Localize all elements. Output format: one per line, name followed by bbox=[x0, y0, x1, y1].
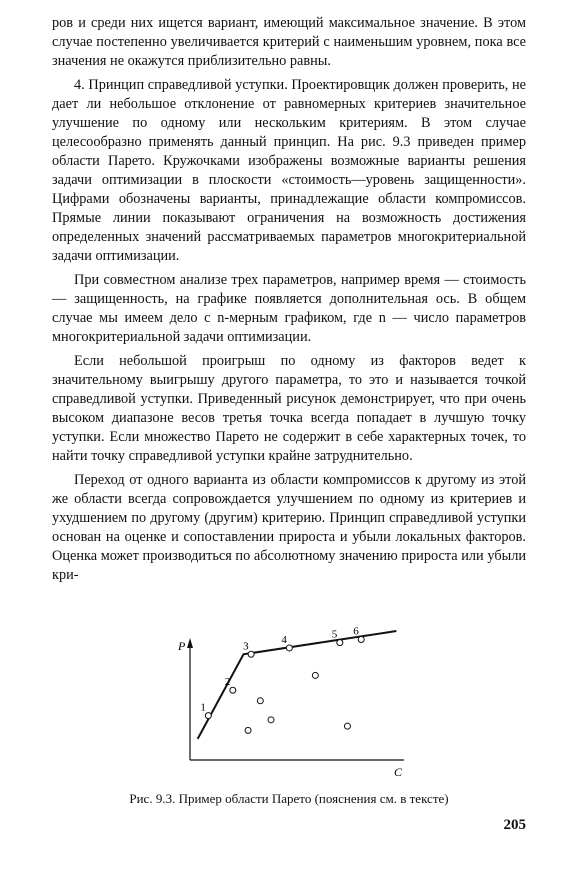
paragraph: При совместном анализе трех параметров, например время — стоимость — защищенность, на графике появляется дополнительная ось. В общем случае мы имеем дело с n-мерным графиком, где n — число параметров многокритериальной задачи оптимизации. bbox=[52, 272, 526, 345]
solution-point bbox=[245, 727, 251, 733]
body-text bbox=[52, 14, 526, 590]
pareto-point-label: 2 bbox=[224, 676, 231, 689]
pareto-chart bbox=[172, 602, 422, 782]
pareto-point bbox=[248, 651, 254, 657]
pareto-point-label: 5 bbox=[331, 628, 338, 641]
pareto-point bbox=[286, 645, 292, 651]
pareto-point-label: 3 bbox=[243, 640, 249, 653]
paragraph: Если небольшой проигрыш по одному из факторов ведет к значительному выигрышу другого параметра, то это и называется точкой справедливой уступки. Приведенный рисунок демонстрирует, что при очень высоком диапазоне весов третья точка всегда попадает в лучшую точку уступки. Если множество Парето не содержит в себе характерных точек, то найти точку справедливой уступки крайне затруднительно. bbox=[52, 353, 526, 464]
pareto-point-label: 1 bbox=[200, 701, 206, 714]
x-axis-label: C bbox=[394, 765, 403, 779]
y-axis-arrow bbox=[187, 638, 193, 648]
solution-point bbox=[257, 698, 263, 704]
pareto-point bbox=[205, 713, 211, 719]
paragraph: 4. Принцип справедливой уступки. Проектировщик должен проверить, не дает ли небольшое отклонение от равномерных критериев значительное улучшение по одному или нескольким критериям. В этом случае целесообразно применять данный принцип. На рис. 9.3 приведен пример области Парето. Кружочками изображены возможные варианты решения задачи оптимизации в плоскости «стоимость—уровень защищенности». Цифрами обозначены варианты, принадлежащие области компромиссов. Прямые линии показывают ограничения на возможность достижения определенных значений рассматриваемых параметров многокритериальной задачи оптимизации. bbox=[52, 77, 526, 264]
solution-point bbox=[344, 723, 350, 729]
pareto-figure bbox=[172, 602, 422, 782]
pareto-point-label: 4 bbox=[281, 633, 287, 646]
solution-point bbox=[268, 717, 274, 723]
y-axis-label: P bbox=[178, 639, 186, 653]
solution-point bbox=[312, 672, 318, 678]
pareto-point bbox=[337, 640, 343, 646]
pareto-point bbox=[358, 636, 364, 642]
pareto-point bbox=[230, 687, 236, 693]
figure-caption: Рис. 9.3. Пример области Парето (пояснения см. в тексте) bbox=[129, 791, 449, 806]
pareto-point-label: 6 bbox=[353, 625, 359, 638]
page-number: 205 bbox=[503, 817, 526, 833]
paragraph: ров и среди них ищется вариант, имеющий максимальное значение. В этом случае постепенно увеличивается критерий с наименьшим уровнем, пока все значения не окажутся приблизительно равны. bbox=[52, 15, 526, 69]
paragraph: Переход от одного варианта из области компромиссов к другому из этой же области всегда сопровождается улучшением по одному из критериев и ухудшением по другому (другим) критерию. Принцип справедливой уступки основан на оценке и сопоставлении прироста и убыли локальных факторов. Оценка может производиться по абсолютному значению прироста или убыли кри- bbox=[52, 472, 526, 583]
